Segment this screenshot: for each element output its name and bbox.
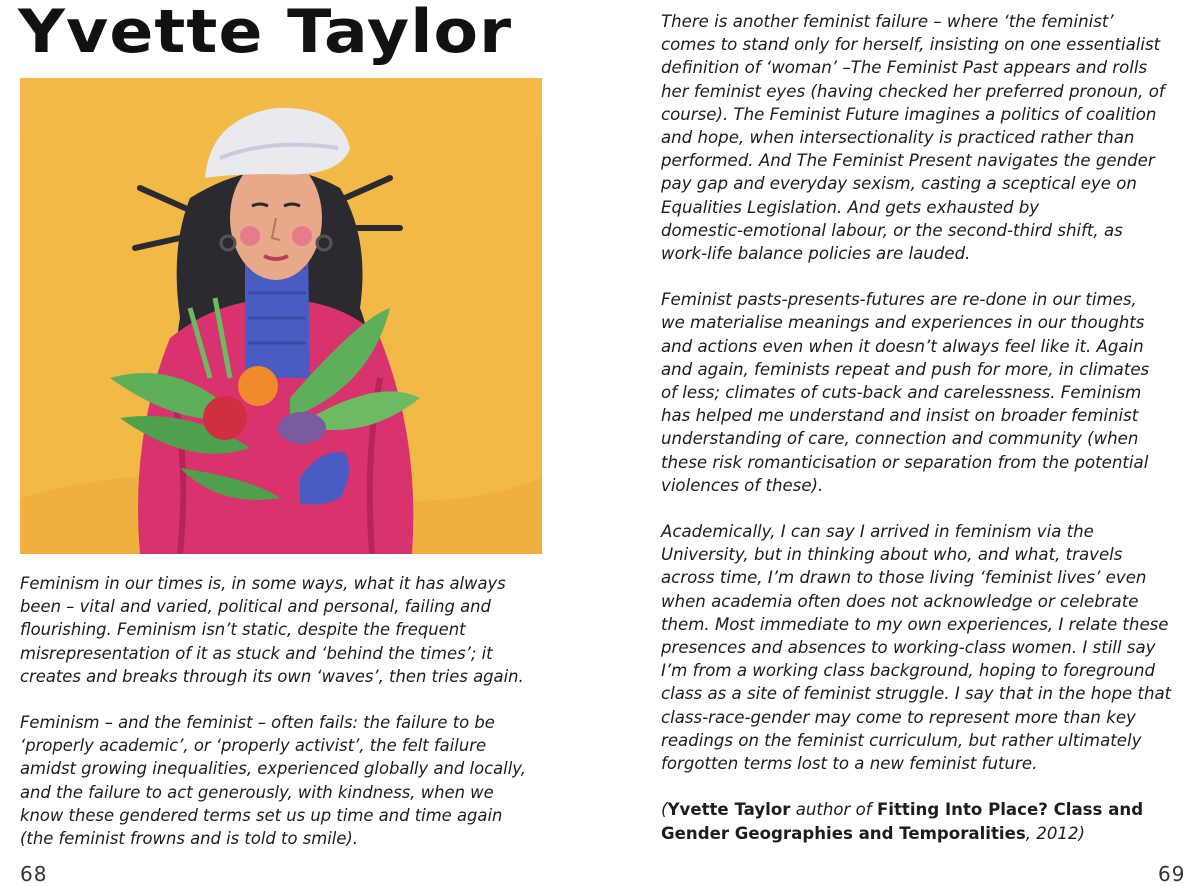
credit-book-title: Fitting Into Place? Class and Gender Geographies and Temporalities <box>661 800 1144 843</box>
right-paragraph-3: Academically, I can say I arrived in feminism via the University, but in thinking about who, and what, travels across time, I’m drawn to those living ‘feminist lives’ even when academia often does not acknowledge or celebrate them. Most immediate to my own experiences, I relate these presences and absences to working-class women. I still say I’m from a working class background, hoping to foreground class as a site of feminist struggle. I say that in the hope that class-race-gender may come to represent more than key readings on the feminist curriculum, but rather ultimately forgotten terms lost to a new feminist future. <box>661 522 1172 774</box>
left-paragraph-2: Feminism – and the feminist – often fails: the failure to be ‘properly academic’, or ‘properly activist’, the felt failure amidst growing inequalities, experienced globally and locally, and the failure to act generously, with kindness, when we know these gendered terms set us up time and time again (the feminist frowns and is told to smile). <box>20 713 526 849</box>
credit-open: ( <box>661 800 668 820</box>
page-number-left: 68 <box>20 862 48 886</box>
page-title: Yvette Taylor <box>18 0 513 67</box>
credit-close: , 2012) <box>1025 823 1085 843</box>
author-credit <box>661 798 1191 844</box>
credit-middle: author of <box>790 800 877 820</box>
page-number-right: 69 <box>1158 862 1186 886</box>
left-column <box>20 572 540 873</box>
right-paragraph-1: There is another feminist failure – where ‘the feminist’ comes to stand only for herself, insisting on one essentialist definition of ‘woman’ –The Feminist Past appears and rolls her feminist eyes (having checked her preferred pronoun, of course). The Feminist Future imagines a politics of coalition and hope, when intersectionality is practiced rather than performed. And The Feminist Present navigates the gender pay gap and everyday sexism, casting a sceptical eye on Equalities Legislation. And gets exhausted by domestic-emotional labour, or the second-third shift, as work-life balance policies are lauded. <box>661 12 1165 264</box>
credit-author-name: Yvette Taylor <box>667 800 791 820</box>
portrait-illustration <box>20 78 542 554</box>
left-paragraph-1: Feminism in our times is, in some ways, what it has always been – vital and varied, political and personal, failing and flourishing. Feminism isn’t static, despite the frequent misrepresentation of it as stuck and ‘behind the times’; it creates and breaks through its own ‘waves’, then tries again. <box>20 574 524 686</box>
right-paragraph-2: Feminist pasts-presents-futures are re-done in our times, we materialise meanings and experiences in our thoughts and actions even when it doesn’t always feel like it. Again and again, feminists repeat and push for more, in climates of less; climates of cuts-back and carelessness. Feminism has helped me understand and insist on broader feminist understanding of care, connection and community (when these risk romanticisation or separation from the potential violences of these). <box>661 290 1150 495</box>
right-column <box>661 10 1191 845</box>
